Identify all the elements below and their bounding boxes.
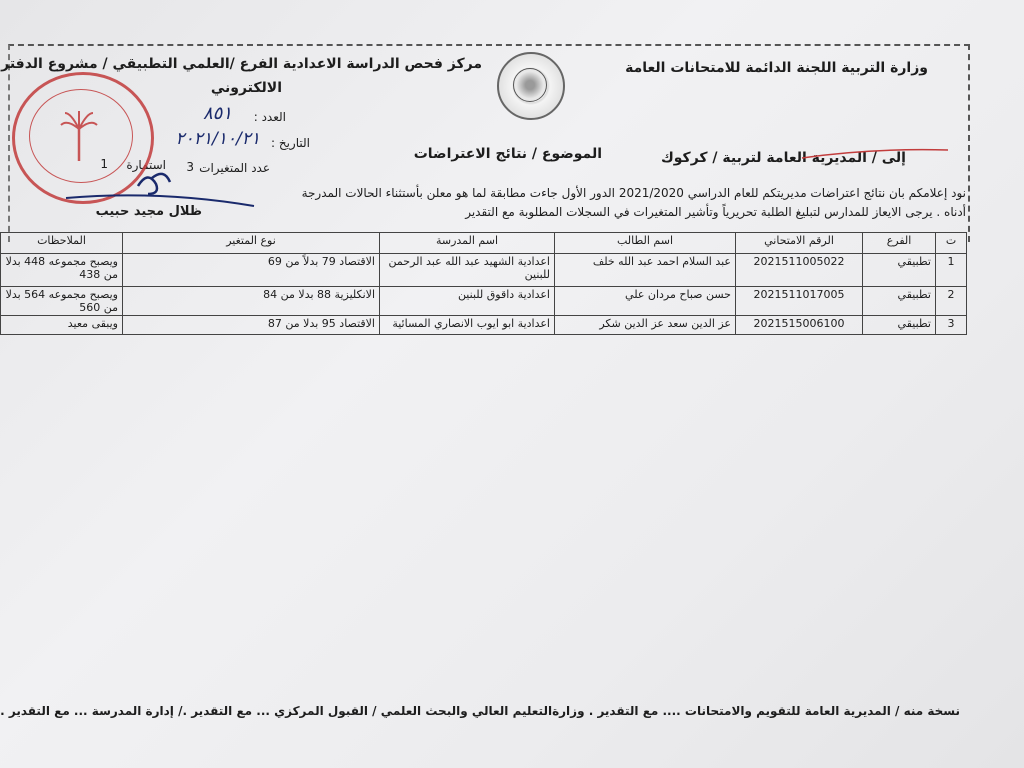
results-table xyxy=(0,232,967,335)
header-student: اسم الطالب xyxy=(555,233,736,254)
row-student: عز الدين سعد عز الدين شكر xyxy=(555,316,736,335)
addressee: إلى / المديرية العامة لتربية / كركوك xyxy=(660,150,906,166)
variables-label: عدد المتغيرات xyxy=(199,161,270,175)
row-student: حسن صباح مردان علي xyxy=(555,287,736,316)
header-school: اسم المدرسة xyxy=(380,233,555,254)
row-note: ويصبح مجموعه 448 بدلا من 438 xyxy=(1,254,123,287)
header-num: ت xyxy=(936,233,967,254)
ministry-line: وزارة التربية اللجنة الدائمة للامتحانات العامة xyxy=(625,60,928,76)
row-branch: تطبيقي xyxy=(863,287,936,316)
date-label: التاريخ : xyxy=(270,136,310,150)
table-row xyxy=(1,254,967,287)
header-variable: نوع المتغير xyxy=(123,233,380,254)
number-label: العدد : xyxy=(253,110,286,124)
row-variable: الاقتصاد 79 بدلاً من 69 xyxy=(123,254,380,287)
row-school: اعدادية ابو ايوب الانصاري المسائية xyxy=(380,316,555,335)
row-variable: الاقتصاد 95 بدلا من 87 xyxy=(123,316,380,335)
row-exam-no: 2021515006100 xyxy=(736,316,863,335)
body-line-1: نود إعلامكم بان نتائج اعتراضات مديريتكم للعام الدراسي 2021/2020 الدور الأول جاءت مطابقة لما هو معلن بأستثناء الحالات المدرجة xyxy=(301,186,966,200)
row-num: 3 xyxy=(936,316,967,335)
table-row xyxy=(1,316,967,335)
subject: الموضوع / نتائج الاعتراضات xyxy=(413,146,602,162)
row-variable: الانكليزية 88 بدلا من 84 xyxy=(123,287,380,316)
form-value: 1 xyxy=(100,157,108,171)
red-underline xyxy=(800,146,950,162)
ministry-emblem xyxy=(497,52,565,120)
row-branch: تطبيقي xyxy=(863,254,936,287)
table-header-row xyxy=(1,233,967,254)
row-student: عبد السلام احمد عبد الله خلف xyxy=(555,254,736,287)
body-line-2: أدناه . يرجى الايعاز للمدارس لتبليغ الطلبة تحريرياً وتأشير المتغيرات في السجلات المطلوبة مع التقدير xyxy=(465,205,966,219)
header-branch: الفرع xyxy=(863,233,936,254)
row-num: 1 xyxy=(936,254,967,287)
variables-value: 3 xyxy=(186,160,194,174)
row-num: 2 xyxy=(936,287,967,316)
row-branch: تطبيقي xyxy=(863,316,936,335)
table-row xyxy=(1,287,967,316)
row-school: اعدادية الشهيد عبد الله عبد الرحمن للبنين xyxy=(380,254,555,287)
center-line-2: الالكتروني xyxy=(210,80,282,96)
row-exam-no: 2021511017005 xyxy=(736,287,863,316)
form-label: استمارة xyxy=(126,158,166,172)
row-school: اعدادية داقوق للبنين xyxy=(380,287,555,316)
footer-copy-line: نسخة منه / المديرية العامة للتقويم والامتحانات .... مع التقدير . وزارةالتعليم العالي والبحث العلمي / القبول المركزي ... مع التقدير ./ إدارة المدرسة ... مع التقدير . xyxy=(0,704,960,718)
row-note: ويصبح مجموعه 564 بدلا من 560 xyxy=(1,287,123,316)
palm-tree-icon xyxy=(59,109,99,163)
header-notes: الملاحظات xyxy=(1,233,123,254)
signatory-name: ظلال مجيد حبيب xyxy=(95,204,202,219)
header-exam-no: الرقم الامتحاني xyxy=(736,233,863,254)
center-line-1: مركز فحص الدراسة الاعدادية الفرع /العلمي التطبيقي / مشروع الدفتر xyxy=(1,56,482,72)
row-exam-no: 2021511005022 xyxy=(736,254,863,287)
row-note: ويبقى معيد xyxy=(1,316,123,335)
date-value: ٢٠٢١/١٠/٢١ xyxy=(175,129,260,149)
number-value: ٨٥١ xyxy=(202,103,232,124)
